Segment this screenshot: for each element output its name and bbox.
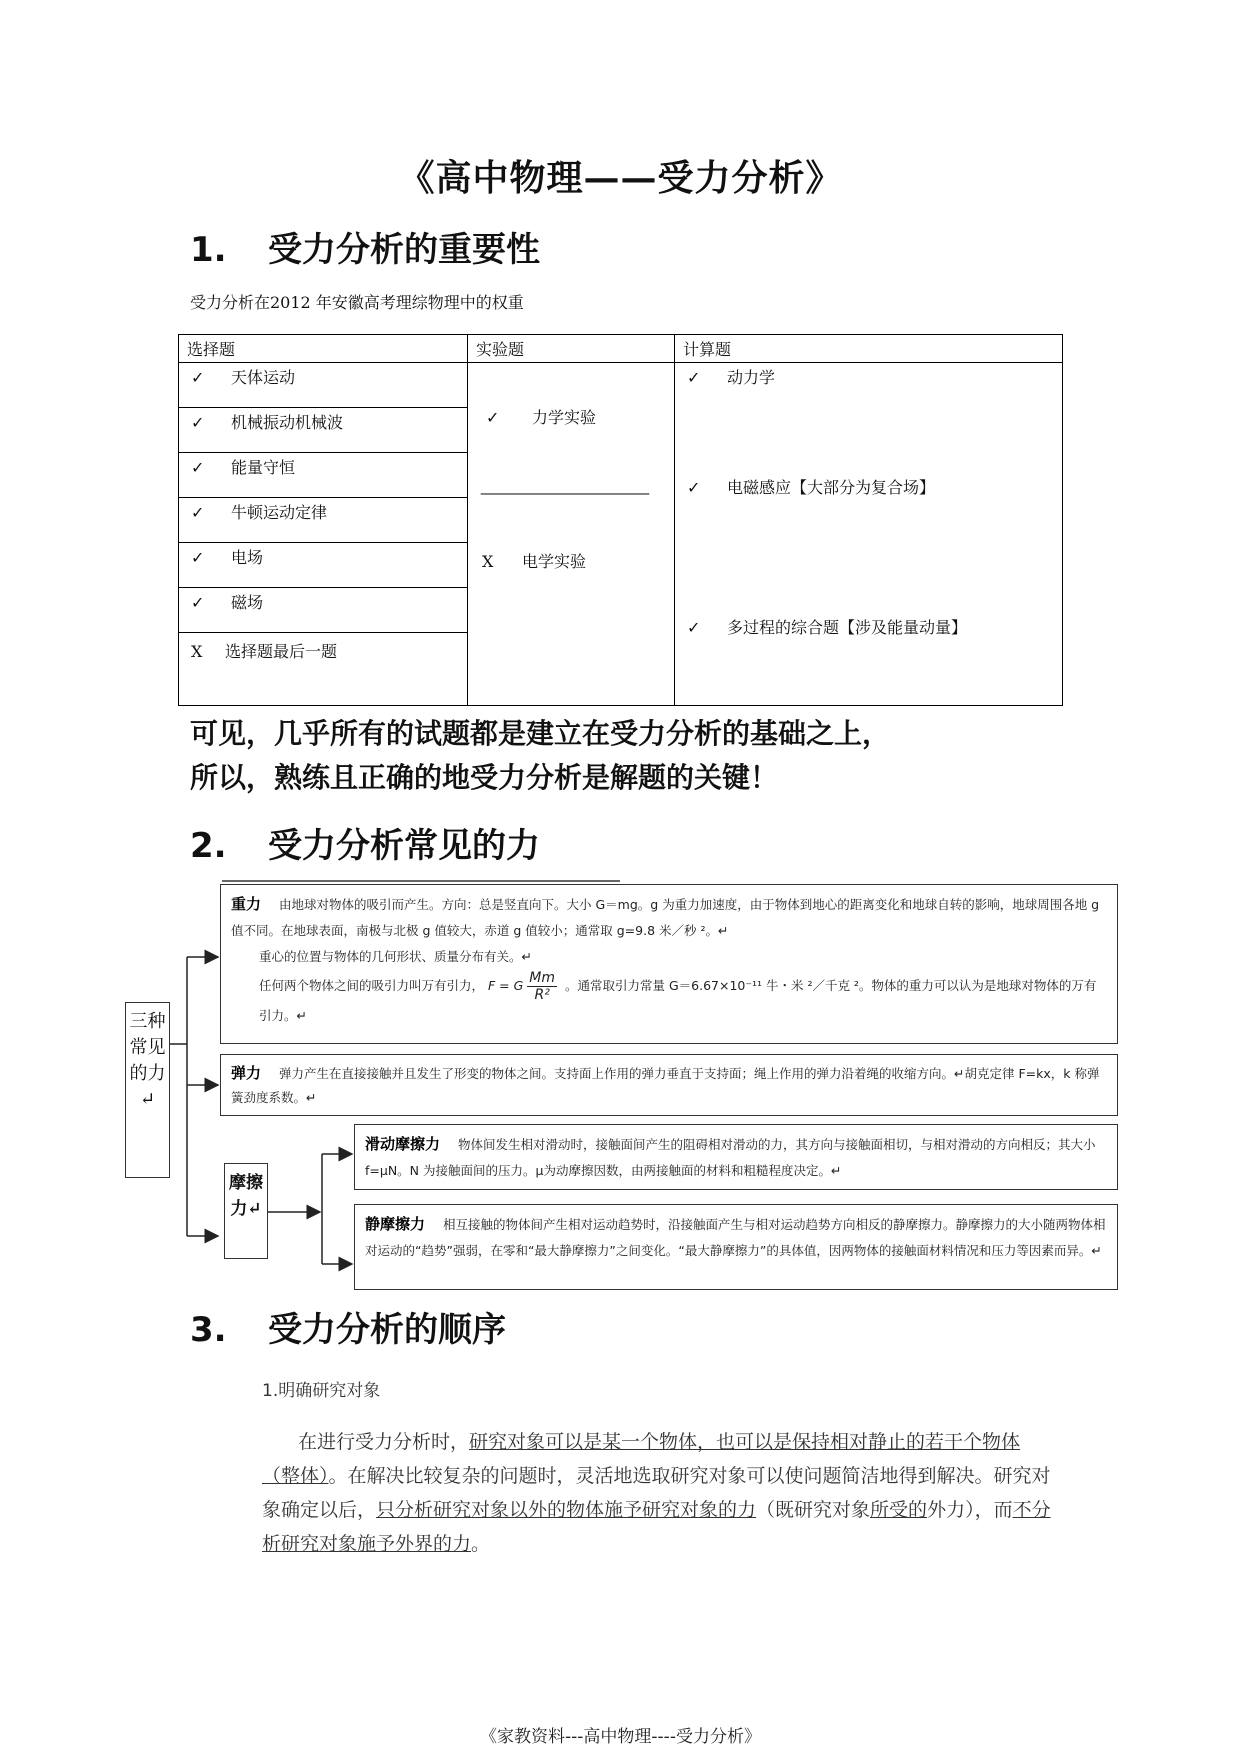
list-item: ✓ 电磁感应【大部分为复合场】 <box>687 478 936 497</box>
section-title: 受力分析的顺序 <box>268 1310 506 1350</box>
section-title: 受力分析常见的力 <box>268 826 540 866</box>
elastic-label: 弹力 <box>231 1064 262 1082</box>
section-number: 1. <box>190 230 227 270</box>
step-paragraph: 在进行受力分析时，研究对象可以是某一个物体，也可以是保持相对静止的若干个物体（整体）。在解决比较复杂的问题时，灵活地选取研究对象可以使问题简洁地得到解决。研究对象确定以后，只分析研究对象以外的物体施予研究对象的力（既研究对象所受的外力），而不分析研究对象施予外界的力。 <box>262 1431 1051 1555</box>
gravity-label: 重力 <box>231 895 262 913</box>
page-footer: 《家教资料---高中物理----受力分析》 <box>480 1727 761 1747</box>
static-friction-text: 相互接触的物体间产生相对运动趋势时，沿接触面产生与相对运动趋势方向相反的静摩擦力。静摩擦力的大小随两物体相对运动的“趋势”强弱，在零和“最大静摩擦力”之间变化。“最大静摩擦力”的具体值，因两物体的接触面材料情况和压力等因素而异。↵ <box>365 1217 1106 1258</box>
list-item: ✓ 动力学 <box>687 368 776 387</box>
summary-line-1: 可见，几乎所有的试题都是建立在受力分析的基础之上， <box>190 717 891 750</box>
root-node-three-forces: 三种常见的力↵ <box>125 1002 170 1178</box>
document-title: 《高中物理——受力分析》 <box>398 157 843 199</box>
gravity-text-3b: 。通常取引力常量 G＝6.67×10⁻¹¹ 牛・米 ²／千克 ²。物体的重力可以认为是地球对物体的万有引力。↵ <box>259 978 1097 1023</box>
list-item: ✓ 天体运动 <box>179 363 467 408</box>
list-item: ✓ 电场 <box>179 543 467 588</box>
list-item: ✓ 机械振动机械波 <box>179 408 467 453</box>
section-title: 受力分析的重要性 <box>268 230 540 270</box>
list-item: X 电学实验 <box>482 552 587 571</box>
friction-node: 摩擦力↵ <box>224 1163 268 1259</box>
section-number: 2. <box>190 826 227 866</box>
list-item: ✓ 力学实验 <box>486 408 597 427</box>
section-number: 3. <box>190 1310 227 1350</box>
gravitation-formula-lhs: F = G <box>488 978 524 993</box>
sliding-friction-box <box>354 1124 1118 1190</box>
sliding-friction-text: 物体间发生相对滑动时，接触面间产生的阻碍相对滑动的力，其方向与接触面相切，与相对滑动的方向相反；其大小 f=μN。N 为接触面间的压力。μ为动摩擦因数，由两接触面的材料和粗糙程度决定。↵ <box>365 1137 1096 1178</box>
elastic-text: 弹力产生在直接接触并且发生了形变的物体之间。支持面上作用的弹力垂直于支持面；绳上作用的弹力沿着绳的收缩方向。↵胡克定律 F=kx，k 称弹簧劲度系数。↵ <box>231 1066 1100 1105</box>
divider: ———————————— <box>480 483 648 502</box>
list-item: ✓ 多过程的综合题【涉及能量动量】 <box>687 618 968 637</box>
static-friction-label: 静摩擦力 <box>365 1215 426 1233</box>
header-experiment: 实验题 <box>468 335 675 363</box>
gravity-text-3a: 任何两个物体之间的吸引力叫万有引力， <box>259 978 485 993</box>
step-subtitle: 1.明确研究对象 <box>262 1381 381 1401</box>
table-caption: 受力分析在2012 年安徽高考理综物理中的权重 <box>190 293 524 312</box>
gravitation-formula-fraction: $\frac{Mm}{\text{R²}}$ <box>529 970 556 1003</box>
sliding-friction-label: 滑动摩擦力 <box>365 1135 441 1153</box>
header-choice: 选择题 <box>179 335 468 363</box>
static-friction-box <box>354 1204 1118 1290</box>
gravity-text-2: 重心的位置与物体的几何形状、质量分布有关。↵ <box>259 949 532 964</box>
header-calc: 计算题 <box>675 335 1063 363</box>
list-item: ✓ 磁场 <box>179 588 467 633</box>
summary-line-2: 所以，熟练且正确的地受力分析是解题的关键！ <box>190 761 779 794</box>
section-heading-3 <box>190 1302 506 1351</box>
list-item: ✓ 牛顿运动定律 <box>179 498 467 543</box>
elastic-box <box>220 1054 1118 1116</box>
list-item: X 选择题最后一题 <box>191 642 338 661</box>
gravity-box <box>220 884 1118 1044</box>
list-item: ✓ 能量守恒 <box>179 453 467 498</box>
gravity-text-1: 由地球对物体的吸引而产生。方向：总是竖直向下。大小 G＝mg。g 为重力加速度，由于物体到地心的距离变化和地球自转的影响，地球周围各地 g 值不同。在地球表面，南极与北极 g 值较大，赤道 g 值较小；通常取 g=9.8 米／秒 ²。↵ <box>231 897 1100 938</box>
